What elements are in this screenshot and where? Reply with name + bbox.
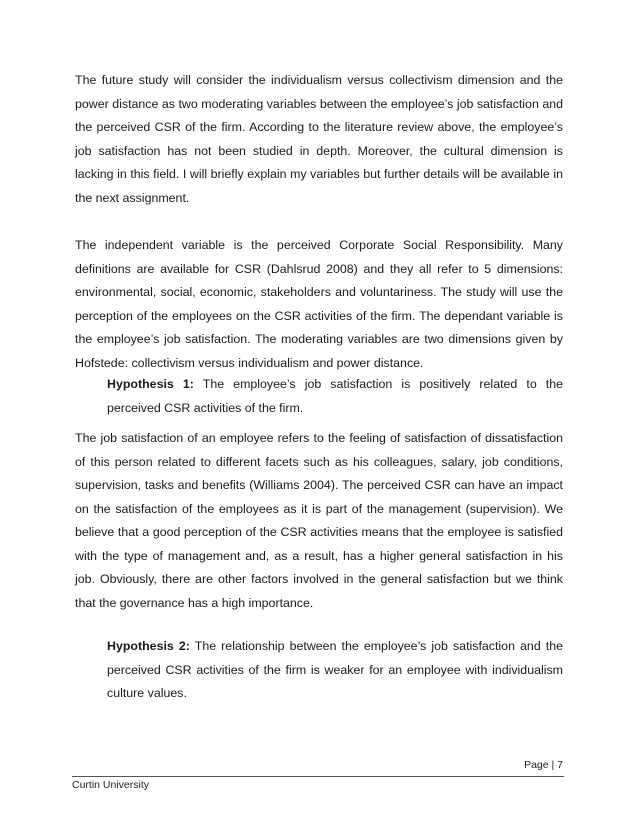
hypothesis-2-label: Hypothesis 2: [107,639,190,653]
hypothesis-1 [107,373,563,420]
hypothesis-1-text: The employee’s job satisfaction is positively related to the perceived CSR activities of the firm. [107,377,564,415]
footer-organization: Curtin University [72,779,150,791]
paragraph-future-study: The future study will consider the individualism versus collectivism dimension and the power distance as two moderating variables between the employee’s job satisfaction and the perceived CSR of the firm. According to the literature review above, the employee’s job satisfaction has not been studied in depth. Moreover, the cultural dimension is lacking in this field. I will briefly explain my variables but further details will be available in the next assignment. [75,73,563,205]
paragraph-variables: The independent variable is the perceived Corporate Social Responsibility. Many definitions are available for CSR (Dahlsrud 2008) and they all refer to 5 dimensions: environmental, social, economic, stakeholders and voluntariness. The study will use the perception of the employees on the CSR activities of the firm. The dependant variable is the employee’s job satisfaction. The moderating variables are two dimensions given by Hofstede: collectivism versus individualism and power distance. [75,238,563,370]
hypothesis-2-text: The relationship between the employee’s job satisfaction and the perceived CSR activities of the firm is weaker for an employee with individualism culture values. [107,639,564,700]
page-number: Page | 7 [524,759,563,771]
paragraph-job-satisfaction: The job satisfaction of an employee refers to the feeling of satisfaction of dissatisfaction of this person related to different facets such as his colleagues, salary, job conditions, supervision, tasks and benefits (Williams 2004). The perceived CSR can have an impact on the satisfaction of the employees as it is part of the management (supervision). We believe that a good perception of the CSR activities means that the employee is satisfied with the type of management and, as a result, has a higher general satisfaction in his job. Obviously, there are other factors involved in the general satisfaction but we think that the governance has a high importance. [75,431,563,610]
hypothesis-1-label: Hypothesis 1: [107,377,194,391]
footer-divider [72,776,564,777]
hypothesis-2 [107,635,563,706]
